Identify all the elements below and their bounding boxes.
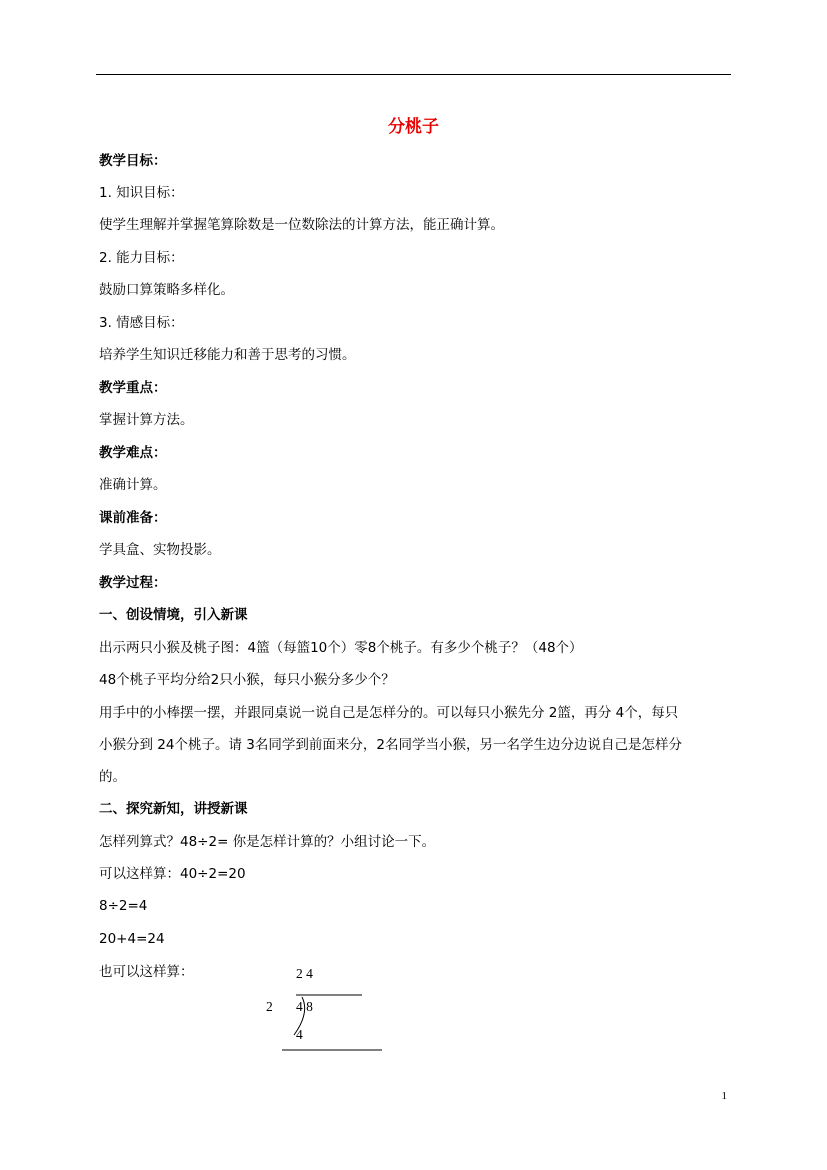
section-heading: 二、探究新知，讲授新课 bbox=[99, 801, 248, 817]
page-title: 分桃子 bbox=[388, 117, 439, 137]
divisor: 2 bbox=[266, 999, 273, 1014]
partial-product: 4 bbox=[296, 1027, 303, 1042]
text-line: 培养学生知识迁移能力和善于思考的习惯。 bbox=[99, 347, 356, 363]
paragraph-line: 的。 bbox=[99, 769, 126, 785]
text-line: 48个桃子平均分给2只小猴，每只小猴分多少个？ bbox=[99, 672, 395, 688]
dividend: 4 8 bbox=[296, 999, 313, 1014]
text-line: 1. 知识目标： bbox=[99, 185, 184, 201]
header-rule bbox=[96, 74, 731, 75]
division-bracket bbox=[280, 985, 390, 1055]
text-line: 20+4=24 bbox=[99, 931, 165, 947]
paragraph bbox=[99, 697, 734, 793]
text-line: 8÷2=4 bbox=[99, 898, 148, 914]
text-line: 3. 情感目标： bbox=[99, 315, 184, 331]
section-heading: 教学过程： bbox=[99, 575, 167, 591]
text-line: 2. 能力目标： bbox=[99, 250, 184, 266]
paragraph-line: 用手中的小棒摆一摆，并跟同桌说一说自己是怎样分的。可以每只小猴先分 2篮，再分 4个，每只 bbox=[99, 705, 679, 721]
section-heading: 课前准备： bbox=[99, 510, 167, 526]
text-line: 使学生理解并掌握笔算除数是一位数除法的计算方法，能正确计算。 bbox=[99, 217, 504, 233]
section-heading: 教学重点： bbox=[99, 380, 167, 396]
page-number: 1 bbox=[721, 1090, 727, 1102]
paragraph-line: 小猴分到 24个桃子。请 3名同学到前面来分，2名同学当小猴，另一名学生边分边说自己是怎样分 bbox=[99, 737, 682, 753]
text-line: 掌握计算方法。 bbox=[99, 412, 194, 428]
section-heading: 一、创设情境，引入新课 bbox=[99, 607, 248, 623]
section-heading: 教学目标： bbox=[99, 153, 167, 169]
section-heading: 教学难点： bbox=[99, 445, 167, 461]
text-line: 也可以这样算： bbox=[99, 964, 194, 980]
text-line: 怎样列算式？48÷2= 你是怎样计算的？小组讨论一下。 bbox=[99, 834, 436, 850]
text-line: 学具盒、实物投影。 bbox=[99, 542, 221, 558]
text-line: 出示两只小猴及桃子图：4篮（每篮10个）零8个桃子。有多少个桃子？（48个） bbox=[99, 640, 583, 656]
text-line: 准确计算。 bbox=[99, 477, 167, 493]
text-line: 可以这样算：40÷2=20 bbox=[99, 866, 246, 882]
quotient: 2 4 bbox=[296, 966, 313, 981]
text-line: 鼓励口算策略多样化。 bbox=[99, 282, 234, 298]
